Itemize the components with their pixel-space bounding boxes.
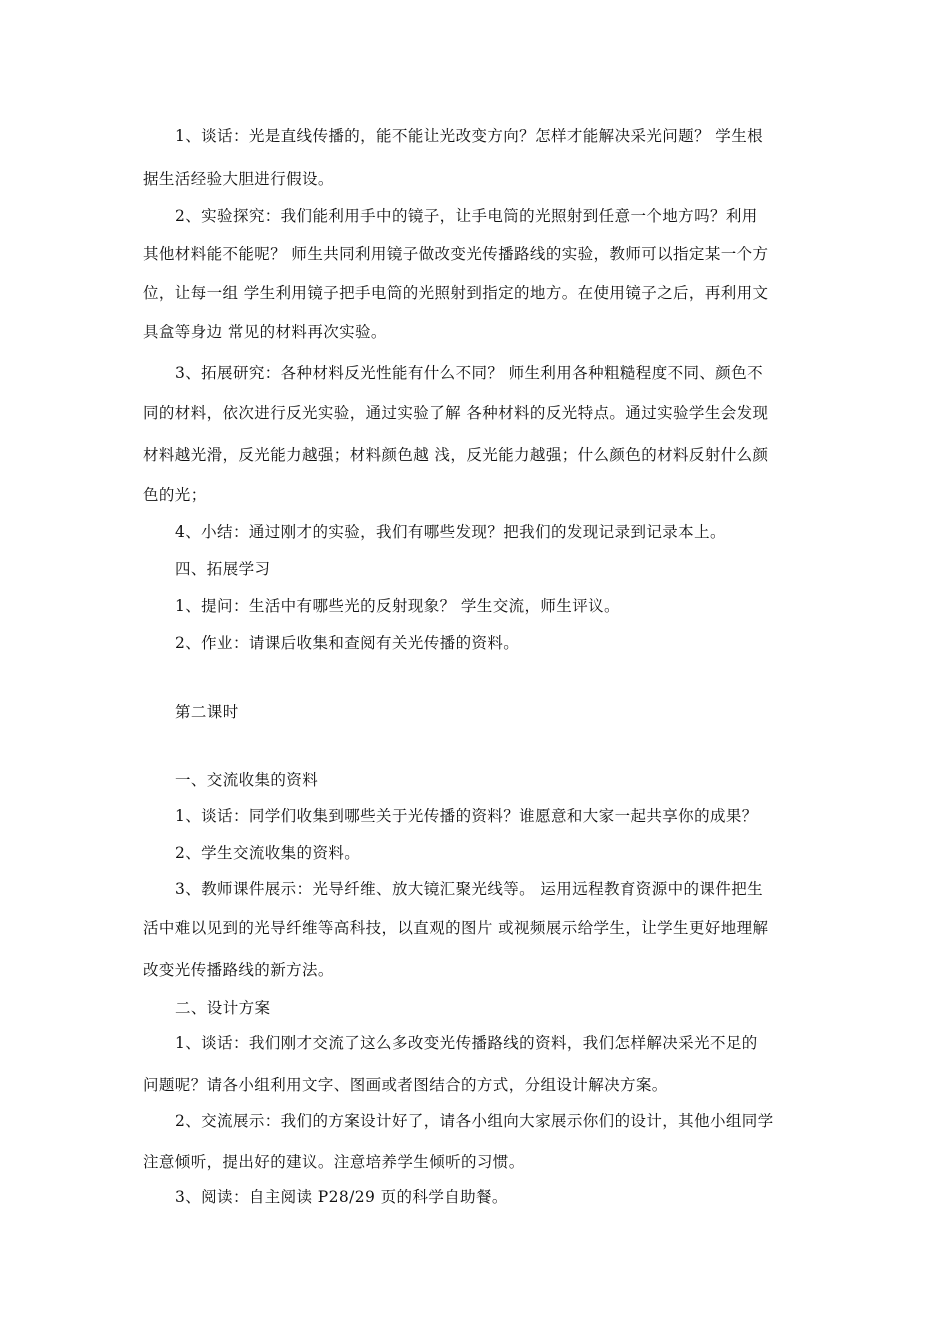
paragraph-line: 注意倾听，提出好的建议。注意培养学生倾听的习惯。 [143,1153,525,1171]
paragraph-line: 2、学生交流收集的资料。 [175,844,361,862]
paragraph-line: 2、交流展示：我们的方案设计好了，请各小组向大家展示你们的设计，其他小组同学 [175,1112,774,1130]
paragraph-line: 1、谈话：我们刚才交流了这么多改变光传播路线的资料，我们怎样解决采光不足的 [175,1034,758,1052]
paragraph-line: 其他材料能不能呢？ 师生共同利用镜子做改变光传播路线的实验，教师可以指定某一个方 [143,245,769,263]
paragraph-line: 4、小结：通过刚才的实验，我们有哪些发现？把我们的发现记录到记录本上。 [175,523,726,541]
section-heading: 二、设计方案 [175,999,271,1017]
paragraph-line: 3、教师课件展示：光导纤维、放大镜汇聚光线等。 运用远程教育资源中的课件把生 [175,880,763,898]
paragraph-line: 色的光； [143,486,207,504]
paragraph-line: 材料越光滑，反光能力越强；材料颜色越 浅，反光能力越强；什么颜色的材料反射什么颜 [143,446,769,464]
paragraph-line: 同的材料，依次进行反光实验，通过实验了解 各种材料的反光特点。通过实验学生会发现 [143,404,769,422]
paragraph-line: 具盒等身边 常见的材料再次实验。 [143,323,387,341]
paragraph-line: 1、谈话：光是直线传播的，能不能让光改变方向？怎样才能解决采光问题？ 学生根 [175,127,763,145]
paragraph-line: 改变光传播路线的新方法。 [143,961,334,979]
paragraph-line: 位，让每一组 学生利用镜子把手电筒的光照射到指定的地方。在使用镜子之后，再利用文 [143,284,769,302]
lesson-heading: 第二课时 [175,703,239,721]
paragraph-line: 活中难以见到的光导纤维等高科技，以直观的图片 或视频展示给学生，让学生更好地理解 [143,919,769,937]
paragraph-line: 3、阅读：自主阅读 P28/29 页的科学自助餐。 [175,1188,508,1206]
paragraph-line: 1、谈话：同学们收集到哪些关于光传播的资料？谁愿意和大家一起共享你的成果？ [175,807,758,825]
paragraph-line: 3、拓展研究：各种材料反光性能有什么不同？ 师生利用各种粗糙程度不同、颜色不 [175,364,763,382]
paragraph-line: 问题呢？请各小组利用文字、图画或者图结合的方式，分组设计解决方案。 [143,1076,668,1094]
paragraph-line: 据生活经验大胆进行假设。 [143,170,334,188]
paragraph-line: 2、作业：请课后收集和查阅有关光传播的资料。 [175,634,520,652]
section-heading: 四、拓展学习 [175,560,271,578]
paragraph-line: 2、实验探究：我们能利用手中的镜子，让手电筒的光照射到任意一个地方吗？利用 [175,207,758,225]
paragraph-line: 1、提问：生活中有哪些光的反射现象？ 学生交流，师生评议。 [175,597,620,615]
section-heading: 一、交流收集的资料 [175,771,319,789]
